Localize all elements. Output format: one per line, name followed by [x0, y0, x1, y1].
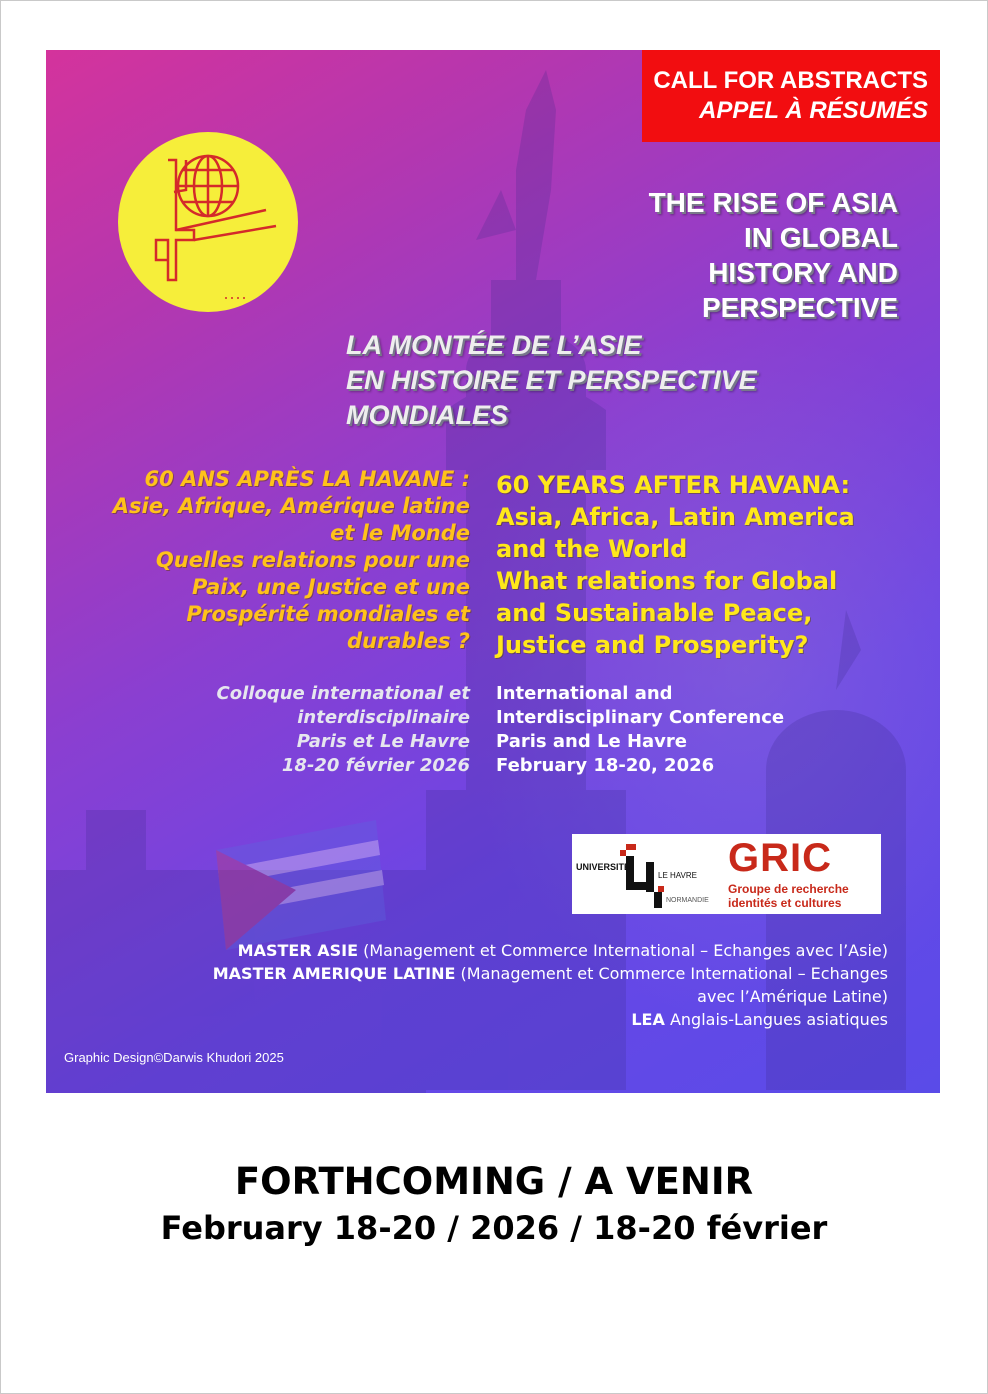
conf-en-line: February 18-20, 2026: [496, 755, 715, 776]
subtitle-fr-line: Quelles relations pour une: [155, 548, 470, 572]
program-desc-continued: avec l’Amérique Latine): [697, 987, 888, 1006]
conference-info-english: [496, 682, 896, 778]
conf-fr-line: Paris et Le Havre: [296, 731, 470, 752]
program-desc: (Management et Commerce International – Echanges avec l’Asie): [358, 941, 888, 960]
title-fr-line: MONDIALES: [346, 400, 508, 430]
conf-en-line: Paris and Le Havre: [496, 731, 687, 752]
subtitle-english: [496, 469, 926, 661]
univ-region: NORMANDIE: [666, 897, 709, 904]
university-le-havre-logo: [574, 840, 724, 910]
gric-logo-subtitle: [728, 882, 849, 910]
subtitle-en-line: and Sustainable Peace,: [496, 599, 813, 627]
call-title-en: CALL FOR ABSTRACTS: [653, 67, 928, 94]
univ-city: LE HAVRE: [658, 871, 697, 880]
call-title-fr: APPEL À RÉSUMÉS: [699, 97, 928, 124]
program-name: LEA: [631, 1010, 665, 1029]
call-for-abstracts-banner: [642, 50, 940, 142]
subtitle-en-line: Asia, Africa, Latin America: [496, 503, 855, 531]
program-master-amerique-latine: [68, 962, 888, 985]
title-french: [346, 328, 906, 433]
conf-en-line: Interdisciplinary Conference: [496, 707, 785, 728]
gric-line: identités et cultures: [728, 896, 842, 910]
subtitle-en-line: and the World: [496, 535, 688, 563]
programs-list: [68, 939, 888, 1031]
program-desc: (Management et Commerce International – Echanges: [455, 964, 888, 983]
subtitle-en-line: 60 YEARS AFTER HAVANA:: [496, 471, 851, 499]
program-master-asie: [68, 939, 888, 962]
program-name: MASTER ASIE: [237, 941, 358, 960]
title-en-line: HISTORY AND: [708, 257, 898, 288]
univ-label: UNIVERSITÉ: [576, 862, 631, 872]
subtitle-fr-line: Paix, une Justice et une: [192, 575, 470, 599]
title-en-line: PERSPECTIVE: [701, 292, 898, 323]
subtitle-fr-line: et le Monde: [330, 521, 470, 545]
title-en-line: THE RISE OF ASIA: [648, 187, 898, 218]
program-lea: [68, 1008, 888, 1031]
conference-logo: [116, 130, 300, 314]
title-fr-line: LA MONTÉE DE L’ASIE: [346, 330, 642, 360]
subtitle-en-line: What relations for Global: [496, 567, 838, 595]
design-credit: Graphic Design©Darwis Khudori 2025: [64, 1050, 284, 1065]
title-english: [478, 185, 898, 325]
conference-info-french: [110, 682, 470, 778]
subtitle-fr-line: 60 ANS APRÈS LA HAVANE :: [144, 467, 470, 491]
conf-fr-line: 18-20 février 2026: [281, 755, 470, 776]
subtitle-french: [50, 466, 470, 655]
conf-fr-line: interdisciplinaire: [297, 707, 470, 728]
gric-line: Groupe de recherche: [728, 882, 849, 896]
subtitle-fr-line: Prospérité mondiales et: [186, 602, 470, 626]
poster: [46, 50, 940, 1093]
gric-logo-title: GRIC: [728, 836, 832, 880]
footer-title: FORTHCOMING / A VENIR: [234, 1160, 754, 1203]
partner-logos: [572, 834, 881, 914]
conf-en-line: International and: [496, 683, 673, 704]
subtitle-fr-line: durables ?: [347, 629, 470, 653]
footer-date: February 18-20 / 2026 / 18-20 février: [160, 1209, 828, 1247]
program-desc: Anglais-Langues asiatiques: [664, 1010, 888, 1029]
title-fr-line: EN HISTOIRE ET PERSPECTIVE: [346, 365, 757, 395]
conf-fr-line: Colloque international et: [216, 683, 470, 704]
title-en-line: IN GLOBAL: [744, 222, 898, 253]
subtitle-en-line: Justice and Prosperity?: [496, 631, 809, 659]
subtitle-fr-line: Asie, Afrique, Amérique latine: [112, 494, 470, 518]
program-name: MASTER AMERIQUE LATINE: [212, 964, 456, 983]
